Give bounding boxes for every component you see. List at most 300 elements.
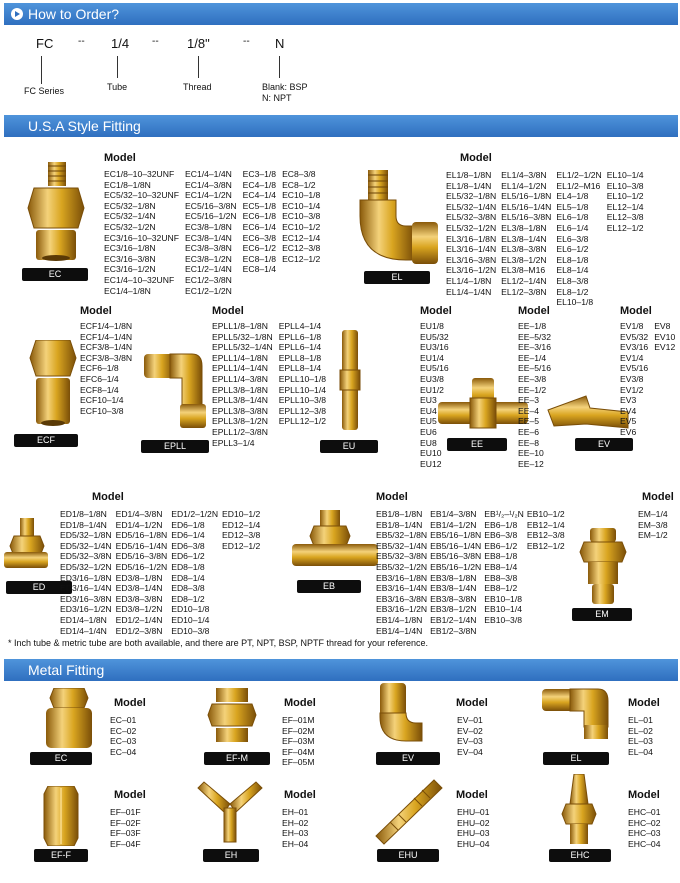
- model-code: EHU–04: [457, 838, 490, 849]
- ev-models: [620, 321, 680, 438]
- model-code: EE–1/4: [518, 352, 547, 363]
- model-code: EB5/32–1/8N: [376, 530, 428, 541]
- npt-label: N: NPT: [262, 93, 292, 103]
- model-code: EV–04: [457, 746, 483, 757]
- model-code: EB5/32–1/4N: [376, 540, 428, 551]
- model-code: EB¹/₂–¹/₂N: [484, 509, 524, 519]
- model-code: EPLL6–1/4: [278, 342, 322, 353]
- model-code: EB1/4–1/2N: [430, 519, 477, 530]
- ecf-fitting-image: [28, 340, 78, 426]
- model-code: EF–02F: [110, 817, 141, 828]
- model-code: EC3/8–3/8N: [185, 243, 232, 254]
- model-code: EV5: [620, 416, 637, 427]
- model-code: EC3/8–1/4N: [185, 232, 232, 243]
- model-code: ED1/8–1/4N: [60, 519, 107, 530]
- el-fitting-image: [354, 170, 444, 268]
- connector-line: [198, 56, 199, 78]
- model-code: EFC6–1/4: [80, 373, 119, 384]
- model-code: EC3/16–1/2N: [104, 264, 156, 275]
- el-models: [446, 170, 649, 308]
- metal-el-image: [540, 685, 612, 741]
- model-code: EC6–1/4: [242, 221, 277, 232]
- model-code: ED12–1/4: [222, 519, 261, 530]
- ec-model-column: [185, 169, 237, 296]
- metal-ehc-model-heading: Model: [628, 789, 660, 801]
- ee-label: EE: [447, 438, 507, 451]
- ed-model-column: [171, 509, 218, 636]
- ecf-models: [80, 321, 138, 416]
- ee-model-heading: Model: [518, 305, 550, 317]
- model-code: EPLL10–1/8: [278, 373, 326, 384]
- el-label: EL: [364, 271, 430, 284]
- model-code: EE–6: [518, 426, 540, 437]
- model-code: EPLL3/8–1/2N: [212, 416, 268, 427]
- el-model-column: [607, 170, 644, 308]
- model-code: EC8–1/8: [242, 253, 277, 264]
- order-thread: 1/8": [187, 36, 210, 51]
- model-code: EF–03M: [282, 736, 315, 747]
- order-prefix: FC: [36, 36, 54, 51]
- model-code: ED1/4–1/4N: [60, 625, 107, 636]
- model-code: EL1/4–1/2N: [501, 180, 547, 191]
- model-code: ECF1/4–1/4N: [80, 331, 133, 342]
- model-code: EC12–3/8: [282, 243, 321, 254]
- model-code: EL10–1/2: [606, 191, 644, 202]
- model-code: EB3/16–1/8N: [376, 572, 428, 583]
- model-code: ED1/4–3/8N: [115, 509, 163, 519]
- model-code: EL5/32–1/2N: [446, 222, 497, 233]
- model-code: EPLL10–3/8: [278, 395, 326, 406]
- model-code: EPLL3/8–3/8N: [212, 405, 268, 416]
- model-code: EL5–1/8: [556, 201, 589, 212]
- metal-fitting-header: [4, 659, 678, 681]
- model-code: EC1/4–10–32UNF: [104, 274, 175, 285]
- model-code: EL5/16–1/8N: [501, 191, 552, 202]
- metal-eh-model-heading: Model: [284, 789, 316, 801]
- model-code: EC10–1/2: [282, 221, 321, 232]
- metal-fitting-title: Metal Fitting: [28, 662, 105, 678]
- model-code: EE–8: [518, 437, 540, 448]
- model-code: EV5/16: [620, 363, 649, 374]
- model-code: EC8–1/2: [282, 179, 316, 190]
- epll-model-column: [212, 321, 273, 448]
- ed-fitting-image: [4, 518, 48, 576]
- epll-label: EPLL: [141, 440, 209, 453]
- model-code: EC3–1/8: [242, 169, 277, 179]
- model-code: EU3/16: [420, 342, 449, 353]
- ecf-model-column: [80, 321, 132, 416]
- metal-el-label: EL: [543, 752, 609, 765]
- model-code: EC1/4–1/8N: [104, 285, 151, 296]
- model-code: EC10–1/4: [282, 200, 321, 211]
- model-code: EE–3/8: [518, 373, 547, 384]
- model-code: EL6–1/2: [556, 244, 589, 255]
- model-code: EC5/16–1/2N: [185, 211, 237, 222]
- model-code: EE–12: [518, 458, 544, 469]
- model-code: EL1/8–1/8N: [446, 170, 492, 180]
- model-code: EU10: [420, 448, 442, 459]
- model-code: EPLL6–1/8: [278, 331, 322, 342]
- model-code: EF–04F: [110, 838, 141, 849]
- model-code: EB8–1/2: [484, 583, 518, 594]
- model-code: EF–04M: [282, 746, 315, 757]
- model-code: ED5/32–1/4N: [60, 540, 112, 551]
- el-model-column: [556, 170, 601, 308]
- model-code: EB5/32–3/8N: [376, 551, 428, 562]
- model-code: EC4–1/8: [242, 179, 277, 190]
- model-code: EPLL5/32–1/8N: [212, 331, 273, 342]
- model-code: EV8: [654, 321, 671, 331]
- model-code: EB8–1/8: [484, 551, 518, 562]
- how-to-order-title: How to Order?: [28, 6, 120, 22]
- model-code: EU6: [420, 426, 437, 437]
- model-code: ED6–1/8: [171, 519, 205, 530]
- model-code: EC1/2–1/4N: [185, 264, 232, 275]
- model-code: EC6–1/2: [242, 243, 277, 254]
- order-tube: 1/4: [111, 36, 130, 51]
- model-code: EL1/2–M16: [556, 180, 601, 191]
- model-code: EC–01: [110, 715, 137, 725]
- model-code: ED12–3/8: [222, 530, 261, 541]
- model-code: EL12–1/4: [606, 201, 644, 212]
- model-code: EU3: [420, 395, 437, 406]
- model-code: EHC–02: [628, 817, 661, 828]
- model-code: EC1/8–10–32UNF: [104, 169, 175, 179]
- model-code: EL3/8–3/8N: [501, 244, 547, 255]
- model-code: ED1/4–1/8N: [60, 614, 107, 625]
- model-code: ED3/16–1/2N: [60, 604, 112, 615]
- model-code: EE–5/16: [518, 363, 551, 374]
- model-code: ED10–1/2: [222, 509, 261, 519]
- ed-model-column: [60, 509, 112, 636]
- metal-ehc-image: [560, 774, 600, 846]
- model-code: EH–02: [282, 817, 309, 828]
- model-code: EV1/4: [620, 352, 644, 363]
- ec-fitting-image: [20, 162, 92, 262]
- model-code: EL3/8–1/4N: [501, 233, 547, 244]
- model-code: EV10: [654, 331, 676, 342]
- model-code: EV–02: [457, 725, 483, 736]
- model-code: ED1/4–1/2N: [115, 519, 163, 530]
- model-code: ED12–1/2: [222, 540, 261, 551]
- model-code: EL–03: [628, 736, 653, 747]
- model-code: EPLL1/4–3/8N: [212, 373, 268, 384]
- metal-eff-models: [110, 807, 141, 849]
- model-code: EPLL3/8–1/8N: [212, 384, 268, 395]
- model-code: ED3/16–1/8N: [60, 572, 112, 583]
- model-code: ED5/16–1/2N: [115, 561, 168, 572]
- blank-bsp-label: Blank: BSP: [262, 82, 308, 92]
- model-code: EB6–1/8: [484, 519, 518, 530]
- el-model-column: [501, 170, 551, 308]
- model-code: EE–10: [518, 448, 544, 459]
- model-code: EB1/4–3/8N: [430, 509, 477, 519]
- model-code: EB12–1/2: [526, 540, 565, 551]
- model-code: ED3/8–1/4N: [115, 583, 163, 594]
- model-code: ED5/32–1/8N: [60, 530, 112, 541]
- tube-label: Tube: [107, 82, 128, 92]
- model-code: EL1/2–3/8N: [501, 286, 547, 297]
- model-code: EF–01F: [110, 807, 141, 817]
- ed-model-heading: Model: [92, 491, 124, 503]
- model-code: EB6–3/8: [484, 530, 518, 541]
- metal-ehu-image: [370, 776, 448, 848]
- metal-eh-models: [282, 807, 308, 849]
- model-code: EB3/8–3/8N: [430, 593, 477, 604]
- metal-ec-label: EC: [30, 752, 92, 765]
- ec-model-column: [104, 169, 179, 296]
- metal-ehu-model-heading: Model: [456, 789, 488, 801]
- metal-eh-label: EH: [203, 849, 259, 862]
- el-model-column: [446, 170, 496, 308]
- ec-models: [104, 169, 326, 296]
- model-code: EF–02M: [282, 725, 315, 736]
- model-code: EU5: [420, 416, 437, 427]
- model-code: EB12–1/4: [526, 519, 565, 530]
- order-dash-1: --: [78, 36, 85, 47]
- model-code: ED6–3/8: [171, 540, 205, 551]
- model-code: EC–04: [110, 746, 137, 757]
- model-code: ED3/16–3/8N: [60, 593, 112, 604]
- model-code: ED6–1/2: [171, 551, 205, 562]
- metal-eh-image: [190, 778, 270, 844]
- metal-ehu-models: [457, 807, 489, 849]
- model-code: EL3/16–1/4N: [446, 244, 497, 255]
- model-code: EL6–1/4: [556, 222, 589, 233]
- model-code: EC4–1/4: [242, 190, 277, 201]
- em-model-heading: Model: [642, 491, 674, 503]
- model-code: ECF6–1/8: [80, 363, 119, 374]
- model-code: ED8–3/8: [171, 583, 205, 594]
- model-code: EB1/8–1/8N: [376, 509, 423, 519]
- model-code: EL4–1/8: [556, 191, 589, 202]
- model-code: EC5/32–1/8N: [104, 200, 156, 211]
- model-code: EPLL8–1/8: [278, 352, 322, 363]
- model-code: EL5/32–1/4N: [446, 201, 497, 212]
- epll-model-heading: Model: [212, 305, 244, 317]
- model-code: EPLL1/8–1/8N: [212, 321, 268, 331]
- metal-ehc-models: [628, 807, 660, 849]
- model-code: EF–05M: [282, 757, 315, 768]
- model-code: EL1/4–1/8N: [446, 275, 492, 286]
- model-code: EB5/16–1/4N: [430, 540, 482, 551]
- model-code: ECF3/8–3/8N: [80, 352, 133, 363]
- model-code: EB3/16–1/2N: [376, 604, 428, 615]
- model-code: EL8–1/4: [556, 265, 589, 276]
- model-code: EL1/4–1/4N: [446, 286, 492, 297]
- model-code: EH–03: [282, 828, 309, 839]
- model-code: EL1/4–3/8N: [501, 170, 547, 180]
- epll-fitting-image: [140, 350, 208, 430]
- model-code: ECF10–1/4: [80, 395, 124, 406]
- model-code: EL–02: [628, 725, 653, 736]
- metal-el-model-heading: Model: [628, 697, 660, 709]
- epll-model-column: [279, 321, 326, 448]
- ed-model-column: [116, 509, 168, 636]
- model-code: EV–03: [457, 736, 483, 747]
- model-code: EC–03: [110, 736, 137, 747]
- model-code: EHU–03: [457, 828, 490, 839]
- model-code: EE–5/32: [518, 331, 551, 342]
- ev-model-column: [654, 321, 675, 438]
- model-code: EHU–02: [457, 817, 490, 828]
- arrow-bullet-icon: [11, 8, 23, 20]
- model-code: ED3/16–1/4N: [60, 583, 112, 594]
- epll-models: [212, 321, 332, 448]
- model-code: EL10–1/8: [556, 297, 594, 308]
- thread-label: Thread: [183, 82, 212, 92]
- ed-model-column: [222, 509, 260, 636]
- model-code: EL–01: [628, 715, 653, 725]
- model-code: ECF8–1/4: [80, 384, 119, 395]
- el-model-heading: Model: [460, 152, 492, 164]
- eu-label: EU: [320, 440, 378, 453]
- model-code: EE–4: [518, 405, 540, 416]
- model-code: EC5/32–10–32UNF: [104, 190, 180, 201]
- model-code: EL8–1/2: [556, 286, 589, 297]
- metal-ec-image: [44, 688, 94, 750]
- model-code: EB3/8–1/2N: [430, 604, 477, 615]
- metal-ev-model-heading: Model: [456, 697, 488, 709]
- model-code: ED1/2–3/8N: [115, 625, 163, 636]
- model-code: EU3/8: [420, 373, 444, 384]
- metal-eff-label: EF-F: [34, 849, 88, 862]
- model-code: ED10–1/4: [171, 614, 210, 625]
- model-code: EC8–1/4: [242, 264, 277, 275]
- model-code: EC10–1/8: [282, 190, 321, 201]
- model-code: EV3/8: [620, 373, 644, 384]
- model-code: EPLL1/2–3/8N: [212, 426, 268, 437]
- em-label: EM: [572, 608, 632, 621]
- metal-ec-model-heading: Model: [114, 697, 146, 709]
- eu-fitting-image: [338, 330, 362, 430]
- model-code: EB12–3/8: [526, 530, 565, 541]
- model-code: EL1/8–1/4N: [446, 180, 492, 191]
- model-code: EH–04: [282, 838, 309, 849]
- model-code: EC3/16–1/8N: [104, 243, 156, 254]
- model-code: ED8–1/8: [171, 561, 205, 572]
- model-code: EB1/4–1/4N: [376, 625, 423, 636]
- model-code: EB5/16–1/2N: [430, 561, 482, 572]
- connector-line: [117, 56, 118, 78]
- eb-model-column: [527, 509, 565, 636]
- model-code: EC1/4–3/8N: [185, 179, 232, 190]
- model-code: EB3/8–1/8N: [430, 572, 477, 583]
- model-code: ECF3/8–1/4N: [80, 342, 133, 353]
- model-code: EV–01: [457, 715, 483, 725]
- footnote: * Inch tube & metric tube are both available, and there are PT, NPT, BSP, NPTF thread for your reference.: [8, 638, 429, 648]
- model-code: EPLL3–1/4: [212, 437, 255, 448]
- model-code: EV4: [620, 405, 637, 416]
- model-code: EE–3: [518, 395, 540, 406]
- order-dash-3: --: [243, 36, 250, 47]
- model-code: EB1/8–1/4N: [376, 519, 423, 530]
- model-code: EL12–3/8: [606, 212, 644, 223]
- model-code: EB1/2–1/4N: [430, 614, 477, 625]
- connector-line: [41, 56, 42, 84]
- order-dash-2: --: [152, 36, 159, 47]
- model-code: EB10–3/8: [484, 614, 522, 625]
- model-code: EPLL4–1/4: [278, 321, 322, 331]
- model-code: EV6: [620, 426, 637, 437]
- model-code: EPLL1/4–1/8N: [212, 352, 268, 363]
- model-code: ED1/8–1/8N: [60, 509, 107, 519]
- model-code: EPLL3/8–1/4N: [212, 395, 268, 406]
- model-code: EL5/16–3/8N: [501, 212, 552, 223]
- model-code: EHC–03: [628, 828, 661, 839]
- model-code: EC1/4–1/2N: [185, 190, 232, 201]
- model-code: ED8–1/2: [171, 593, 205, 604]
- model-code: EPLL12–3/8: [278, 405, 326, 416]
- model-code: ED3/8–1/8N: [115, 572, 163, 583]
- model-code: EB3/16–3/8N: [376, 593, 428, 604]
- metal-ehc-label: EHC: [549, 849, 611, 862]
- ec-model-column: [243, 169, 276, 296]
- model-code: EB5/16–1/8N: [430, 530, 482, 541]
- model-code: EL8–3/8: [556, 275, 589, 286]
- model-code: EU1/4: [420, 352, 444, 363]
- metal-efm-model-heading: Model: [284, 697, 316, 709]
- model-code: EE–1/2: [518, 384, 547, 395]
- model-code: EC1/4–1/4N: [185, 169, 232, 179]
- ed-models: [60, 509, 264, 636]
- model-code: EPLL5/32–1/4N: [212, 342, 273, 353]
- eb-fitting-image: [290, 510, 380, 580]
- model-code: ECF10–3/8: [80, 405, 124, 416]
- model-code: EL3/16–3/8N: [446, 254, 497, 265]
- ec-model-heading: Model: [104, 152, 136, 164]
- ee-fitting-image: [438, 378, 528, 430]
- model-code: EB10–1/4: [484, 604, 522, 615]
- eb-model-heading: Model: [376, 491, 408, 503]
- ev-model-column: [620, 321, 648, 438]
- model-code: EL3/16–1/8N: [446, 233, 497, 244]
- model-code: EC1/8–1/8N: [104, 179, 151, 190]
- metal-efm-image: [206, 688, 258, 744]
- model-code: EB8–1/4: [484, 561, 518, 572]
- model-code: EC3/16–10–32UNF: [104, 232, 180, 243]
- model-code: EM–1/2: [638, 530, 668, 541]
- metal-efm-models: [282, 715, 314, 768]
- metal-ec-models: [110, 715, 136, 757]
- model-code: ED5/16–1/4N: [115, 540, 168, 551]
- model-code: EB8–3/8: [484, 572, 518, 583]
- model-code: EB10–1/2: [526, 509, 565, 519]
- eb-models: [376, 509, 568, 636]
- model-code: EL1/2–1/4N: [501, 275, 547, 286]
- model-code: EC–02: [110, 725, 137, 736]
- usa-style-header: [4, 115, 678, 137]
- model-code: EL3/8–1/2N: [501, 254, 547, 265]
- model-code: ED1/2–1/4N: [115, 614, 163, 625]
- metal-el-models: [628, 715, 653, 757]
- model-code: EU1/2: [420, 384, 444, 395]
- model-code: EL3/8–1/8N: [501, 222, 547, 233]
- model-code: EC3/16–3/8N: [104, 253, 156, 264]
- metal-eff-model-heading: Model: [114, 789, 146, 801]
- ec-label: EC: [22, 268, 88, 281]
- eu-model-heading: Model: [420, 305, 452, 317]
- model-code: EB10–1/8: [484, 593, 522, 604]
- model-code: EL8–1/8: [556, 254, 589, 265]
- model-code: EE–5: [518, 416, 540, 427]
- metal-efm-label: EF-M: [204, 752, 270, 765]
- model-code: EHC–04: [628, 838, 661, 849]
- eb-model-column: [376, 509, 427, 636]
- model-code: EV1/8: [620, 321, 644, 331]
- model-code: ED3/8–1/2N: [115, 604, 163, 615]
- model-code: ED10–3/8: [171, 625, 210, 636]
